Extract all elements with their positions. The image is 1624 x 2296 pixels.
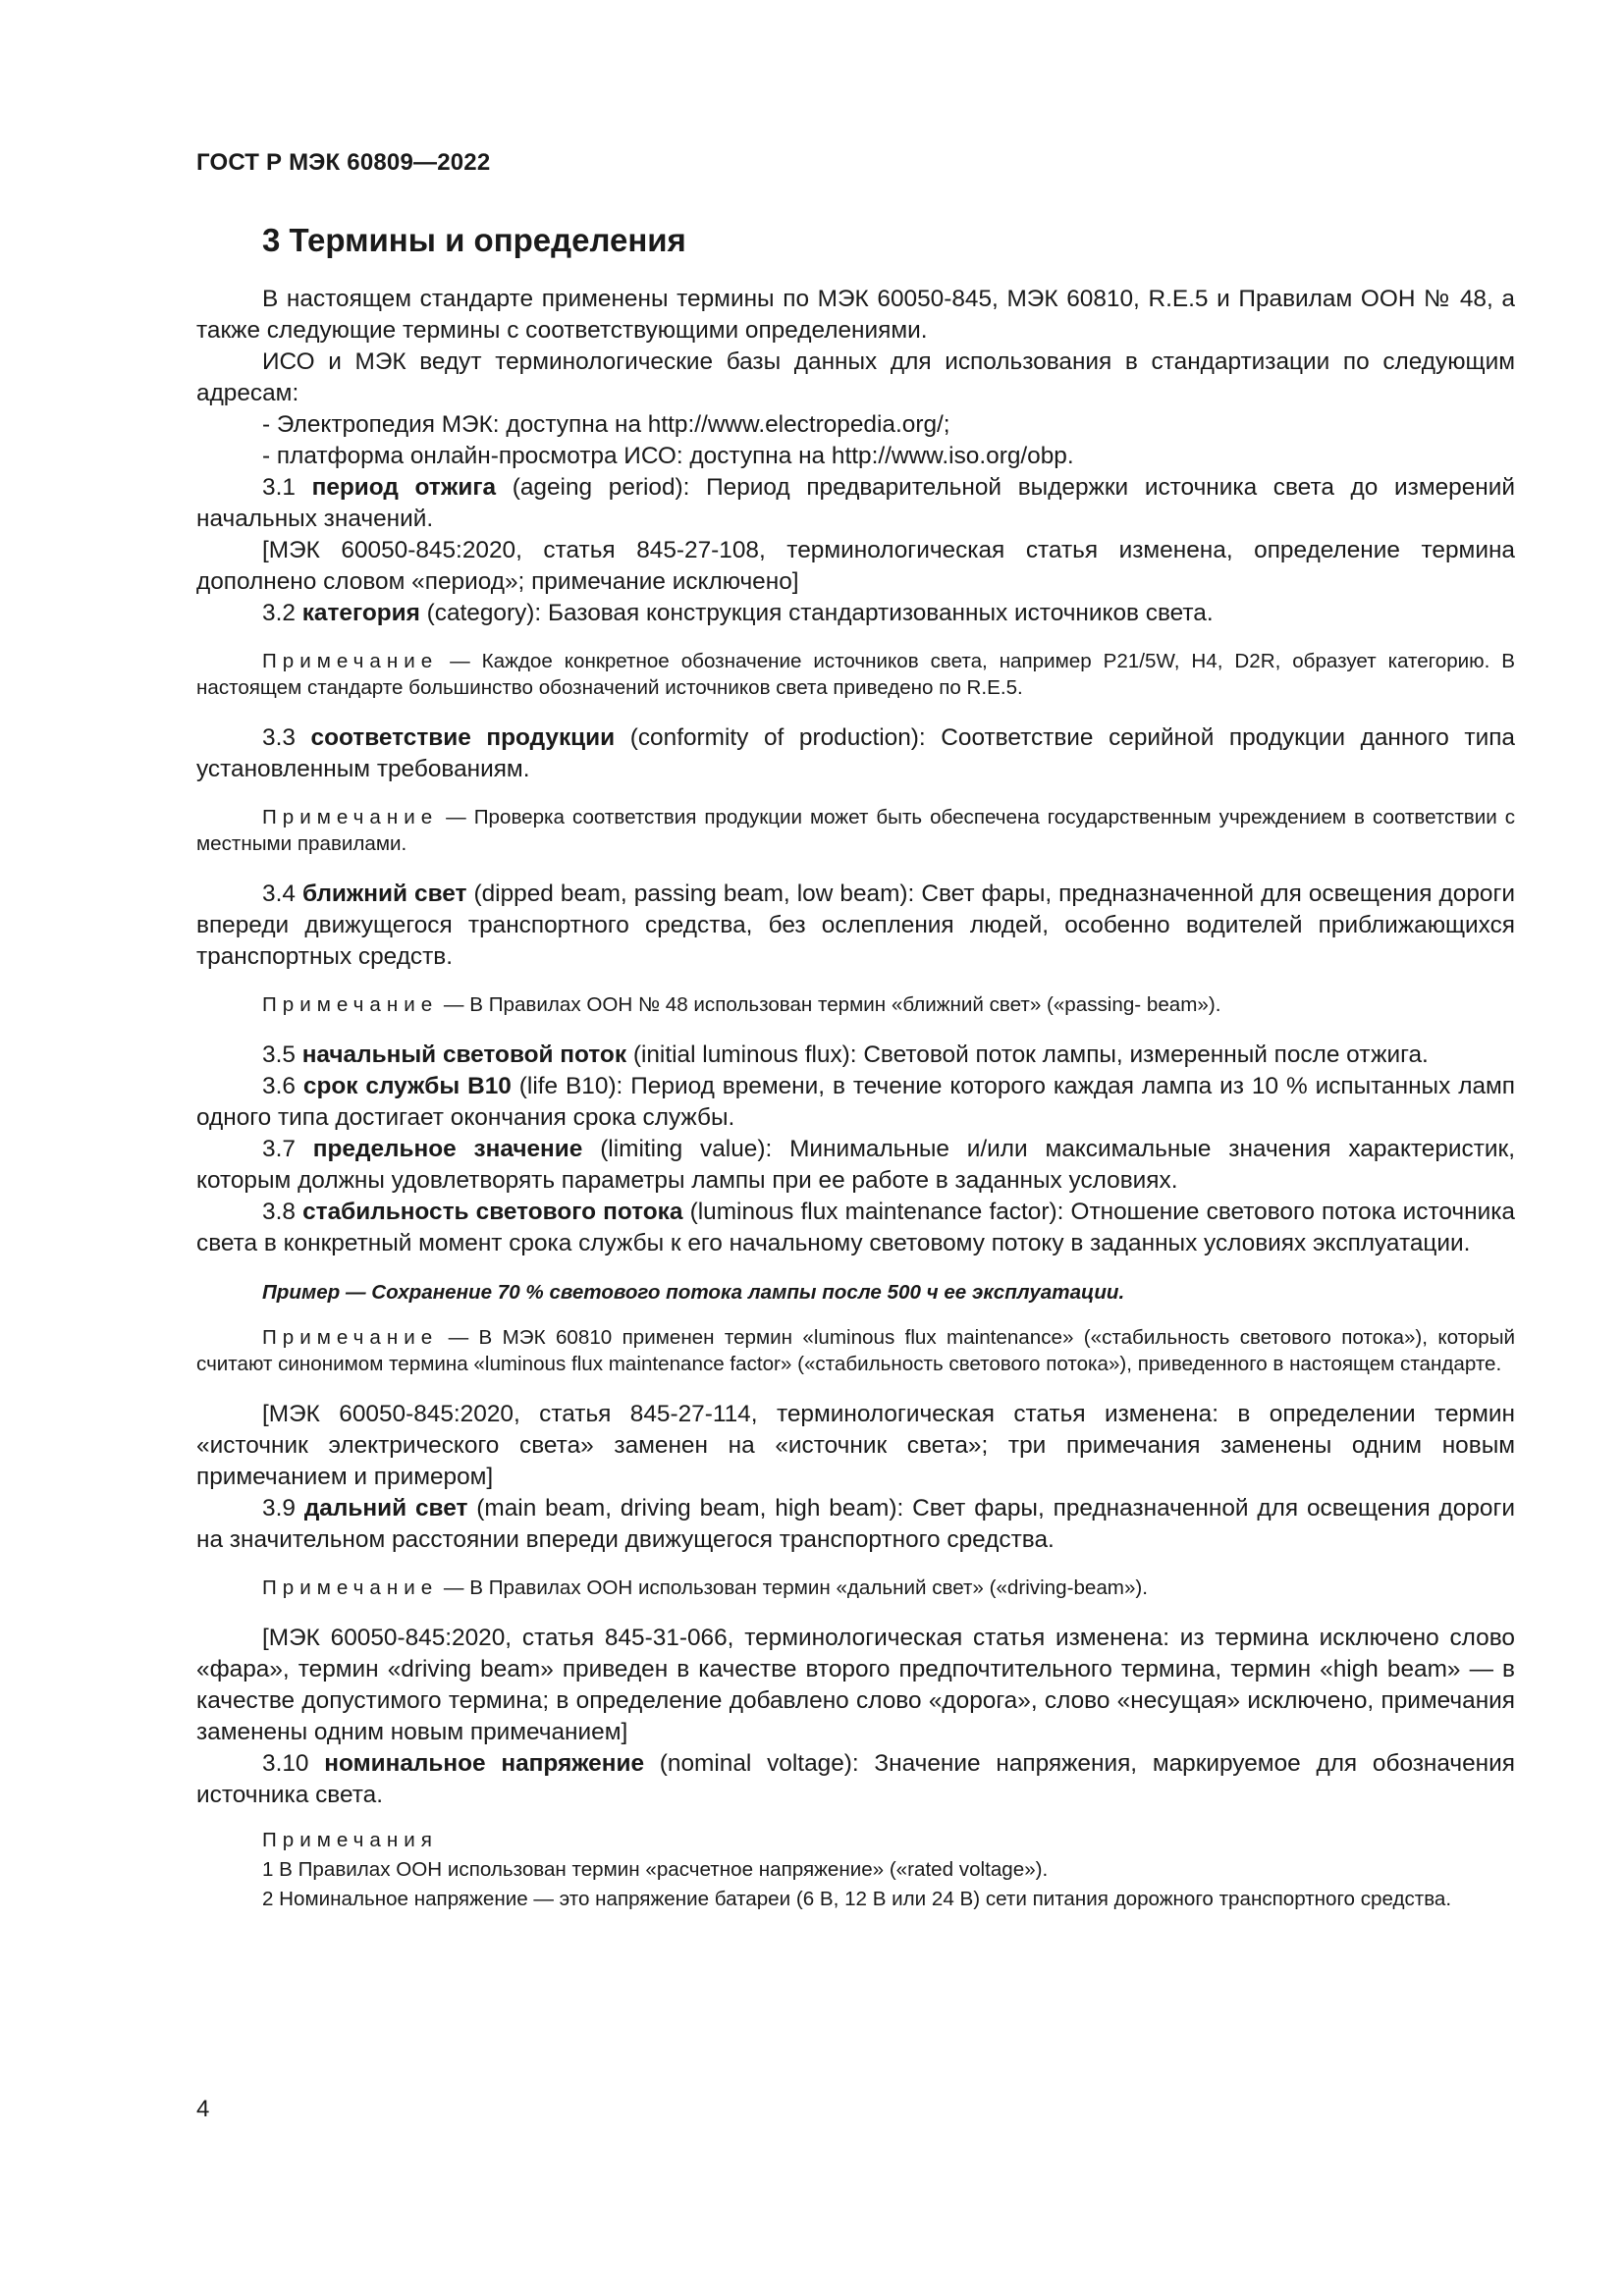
- term-source: [МЭК 60050-845:2020, статья 845-27-108, терминологическая статья изменена, определение термина дополнено словом «период»; примечание исключено]: [196, 537, 1515, 595]
- note-text: — В Правилах ООН использован термин «дальний свет» («driving-beam»).: [438, 1576, 1148, 1599]
- term-name: предельное значение: [312, 1136, 583, 1162]
- term-name: период отжига: [311, 474, 497, 501]
- page-number: 4: [196, 2096, 210, 2122]
- term-name: категория: [301, 600, 420, 626]
- term-name: начальный световой поток: [301, 1041, 627, 1068]
- note-text: — Проверка соответствия продукции может быть обеспечена государственным учреждением в соответствии с местными правилами.: [196, 806, 1515, 855]
- note-text: — В Правилах ООН № 48 использован термин «ближний свет» («passing- beam»).: [438, 993, 1221, 1016]
- term-entry-3-8: [196, 1197, 1515, 1259]
- intro-paragraph: В настоящем стандарте применены термины по МЭК 60050-845, МЭК 60810, R.E.5 и Правилам ООН № 48, а также следующие термины с соответствующими определениями.: [196, 286, 1515, 344]
- note-item: 2 Номинальное напряжение — это напряжение батареи (6 В, 12 В или 24 В) сети питания дорожного транспортного средства.: [262, 1888, 1452, 1910]
- term-definition: (dipped beam, passing beam, low beam): Свет фары, предназначенной для освещения дороги впереди движущегося транспортного средства, без ослепления людей, особенно водителей приближающихся транспортных средств.: [196, 881, 1516, 970]
- note-label: Примечание: [262, 993, 439, 1016]
- note-label: Примечание: [262, 650, 439, 672]
- term-name: соответствие продукции: [310, 724, 616, 751]
- term-number: 3.4: [262, 881, 296, 907]
- note-label: Примечание: [262, 1576, 439, 1599]
- term-definition: (category): Базовая конструкция стандартизованных источников света.: [419, 600, 1214, 626]
- page-content: [196, 221, 1515, 1912]
- intro-list-item: - Электропедия МЭК: доступна на http://www.electropedia.org/;: [262, 411, 950, 438]
- term-number: 3.6: [262, 1073, 296, 1099]
- term-example: Пример — Сохранение 70 % светового потока лампы после 500 ч ее эксплуатации.: [262, 1281, 1125, 1304]
- term-entry-3-4: [196, 879, 1515, 973]
- note-label: Примечание: [262, 806, 439, 828]
- term-name: номинальное напряжение: [324, 1750, 645, 1777]
- note-label: Примечание: [262, 1326, 439, 1349]
- term-definition: (luminous flux maintenance factor): Отношение светового потока источника света в конкретный момент срока службы к его начальному световому потоку в заданных условиях эксплуатации.: [196, 1199, 1515, 1256]
- note-text: — Каждое конкретное обозначение источников света, например P21/5W, H4, D2R, образует категорию. В настоящем стандарте большинство обозначений источников света приведено по R.E.5.: [196, 650, 1515, 699]
- term-note: [196, 1575, 1515, 1601]
- notes-label: [196, 1827, 1515, 1853]
- term-number: 3.10: [262, 1750, 309, 1777]
- term-entry-3-9: [196, 1493, 1515, 1556]
- term-entry-3-1: [196, 472, 1515, 535]
- term-definition: (ageing period): Период предварительной выдержки источника света до измерений начальных значений.: [196, 474, 1516, 532]
- term-definition: (limiting value): Минимальные и/или максимальные значения характеристик, которым должны удовлетворять параметры лампы при ее работе в заданных условиях.: [196, 1136, 1515, 1194]
- term-definition: (conformity of production): Соответствие серийной продукции данного типа установленным требованиям.: [196, 724, 1515, 782]
- term-note: [196, 991, 1515, 1018]
- term-note: [196, 648, 1515, 701]
- term-name: стабильность светового потока: [302, 1199, 683, 1225]
- term-number: 3.9: [262, 1495, 296, 1522]
- term-name: дальний свет: [303, 1495, 468, 1522]
- term-entry-3-3: [196, 722, 1515, 785]
- intro-paragraph: ИСО и МЭК ведут терминологические базы данных для использования в стандартизации по следующим адресам:: [196, 348, 1515, 406]
- term-note: [196, 804, 1515, 857]
- term-definition: (nominal voltage): Значение напряжения, маркируемое для обозначения источника света.: [196, 1750, 1515, 1808]
- term-number: 3.2: [262, 600, 296, 626]
- term-note: [196, 1324, 1515, 1377]
- term-entry-3-5: [196, 1040, 1515, 1071]
- term-definition: (main beam, driving beam, high beam): Свет фары, предназначенной для освещения дороги на значительном расстоянии впереди движущегося транспортного средства.: [196, 1495, 1515, 1553]
- term-entry-3-6: [196, 1071, 1515, 1134]
- term-number: 3.7: [262, 1136, 296, 1162]
- term-name: срок службы B10: [302, 1073, 512, 1099]
- term-entry-3-7: [196, 1134, 1515, 1197]
- term-number: 3.1: [262, 474, 296, 501]
- term-name: ближний свет: [301, 881, 467, 907]
- term-entry-3-2: [196, 598, 1515, 629]
- term-source: [МЭК 60050-845:2020, статья 845-27-114, терминологическая статья изменена: в определении термин «источник электрического света» заменен на «источник света»; три примечания заменены одним новым примечанием и примером]: [196, 1401, 1515, 1490]
- term-definition: (initial luminous flux): Световой поток лампы, измеренный после отжига.: [626, 1041, 1429, 1068]
- term-definition: (life B10): Период времени, в течение которого каждая лампа из 10 % испытанных ламп одного типа достигает окончания срока службы.: [196, 1073, 1516, 1131]
- section-title: 3 Термины и определения: [262, 222, 686, 258]
- term-number: 3.5: [262, 1041, 296, 1068]
- term-entry-3-10: [196, 1748, 1515, 1811]
- document-code: ГОСТ Р МЭК 60809—2022: [196, 149, 491, 176]
- note-item: 1 В Правилах ООН использован термин «расчетное напряжение» («rated voltage»).: [262, 1858, 1049, 1881]
- term-number: 3.3: [262, 724, 296, 751]
- term-number: 3.8: [262, 1199, 296, 1225]
- note-text: — В МЭК 60810 применен термин «luminous flux maintenance» («стабильность светового потока»), который считают синонимом термина «luminous flux maintenance factor» («стабильность светового потока»), приведенного в настоящем стандарте.: [196, 1326, 1515, 1375]
- notes-head-text: Примечания: [262, 1829, 438, 1851]
- intro-list-item: - платформа онлайн-просмотра ИСО: доступна на http://www.iso.org/obp.: [262, 443, 1074, 469]
- term-source: [МЭК 60050-845:2020, статья 845-31-066, терминологическая статья изменена: из термина исключено слово «фара», термин «driving beam» приведен в качестве второго предпочтительного термина, термин «high beam» — в качестве допустимого термина; в определение добавлено слово «дорога», слово «несущая» исключено, примечания заменены одним новым примечанием]: [196, 1625, 1515, 1745]
